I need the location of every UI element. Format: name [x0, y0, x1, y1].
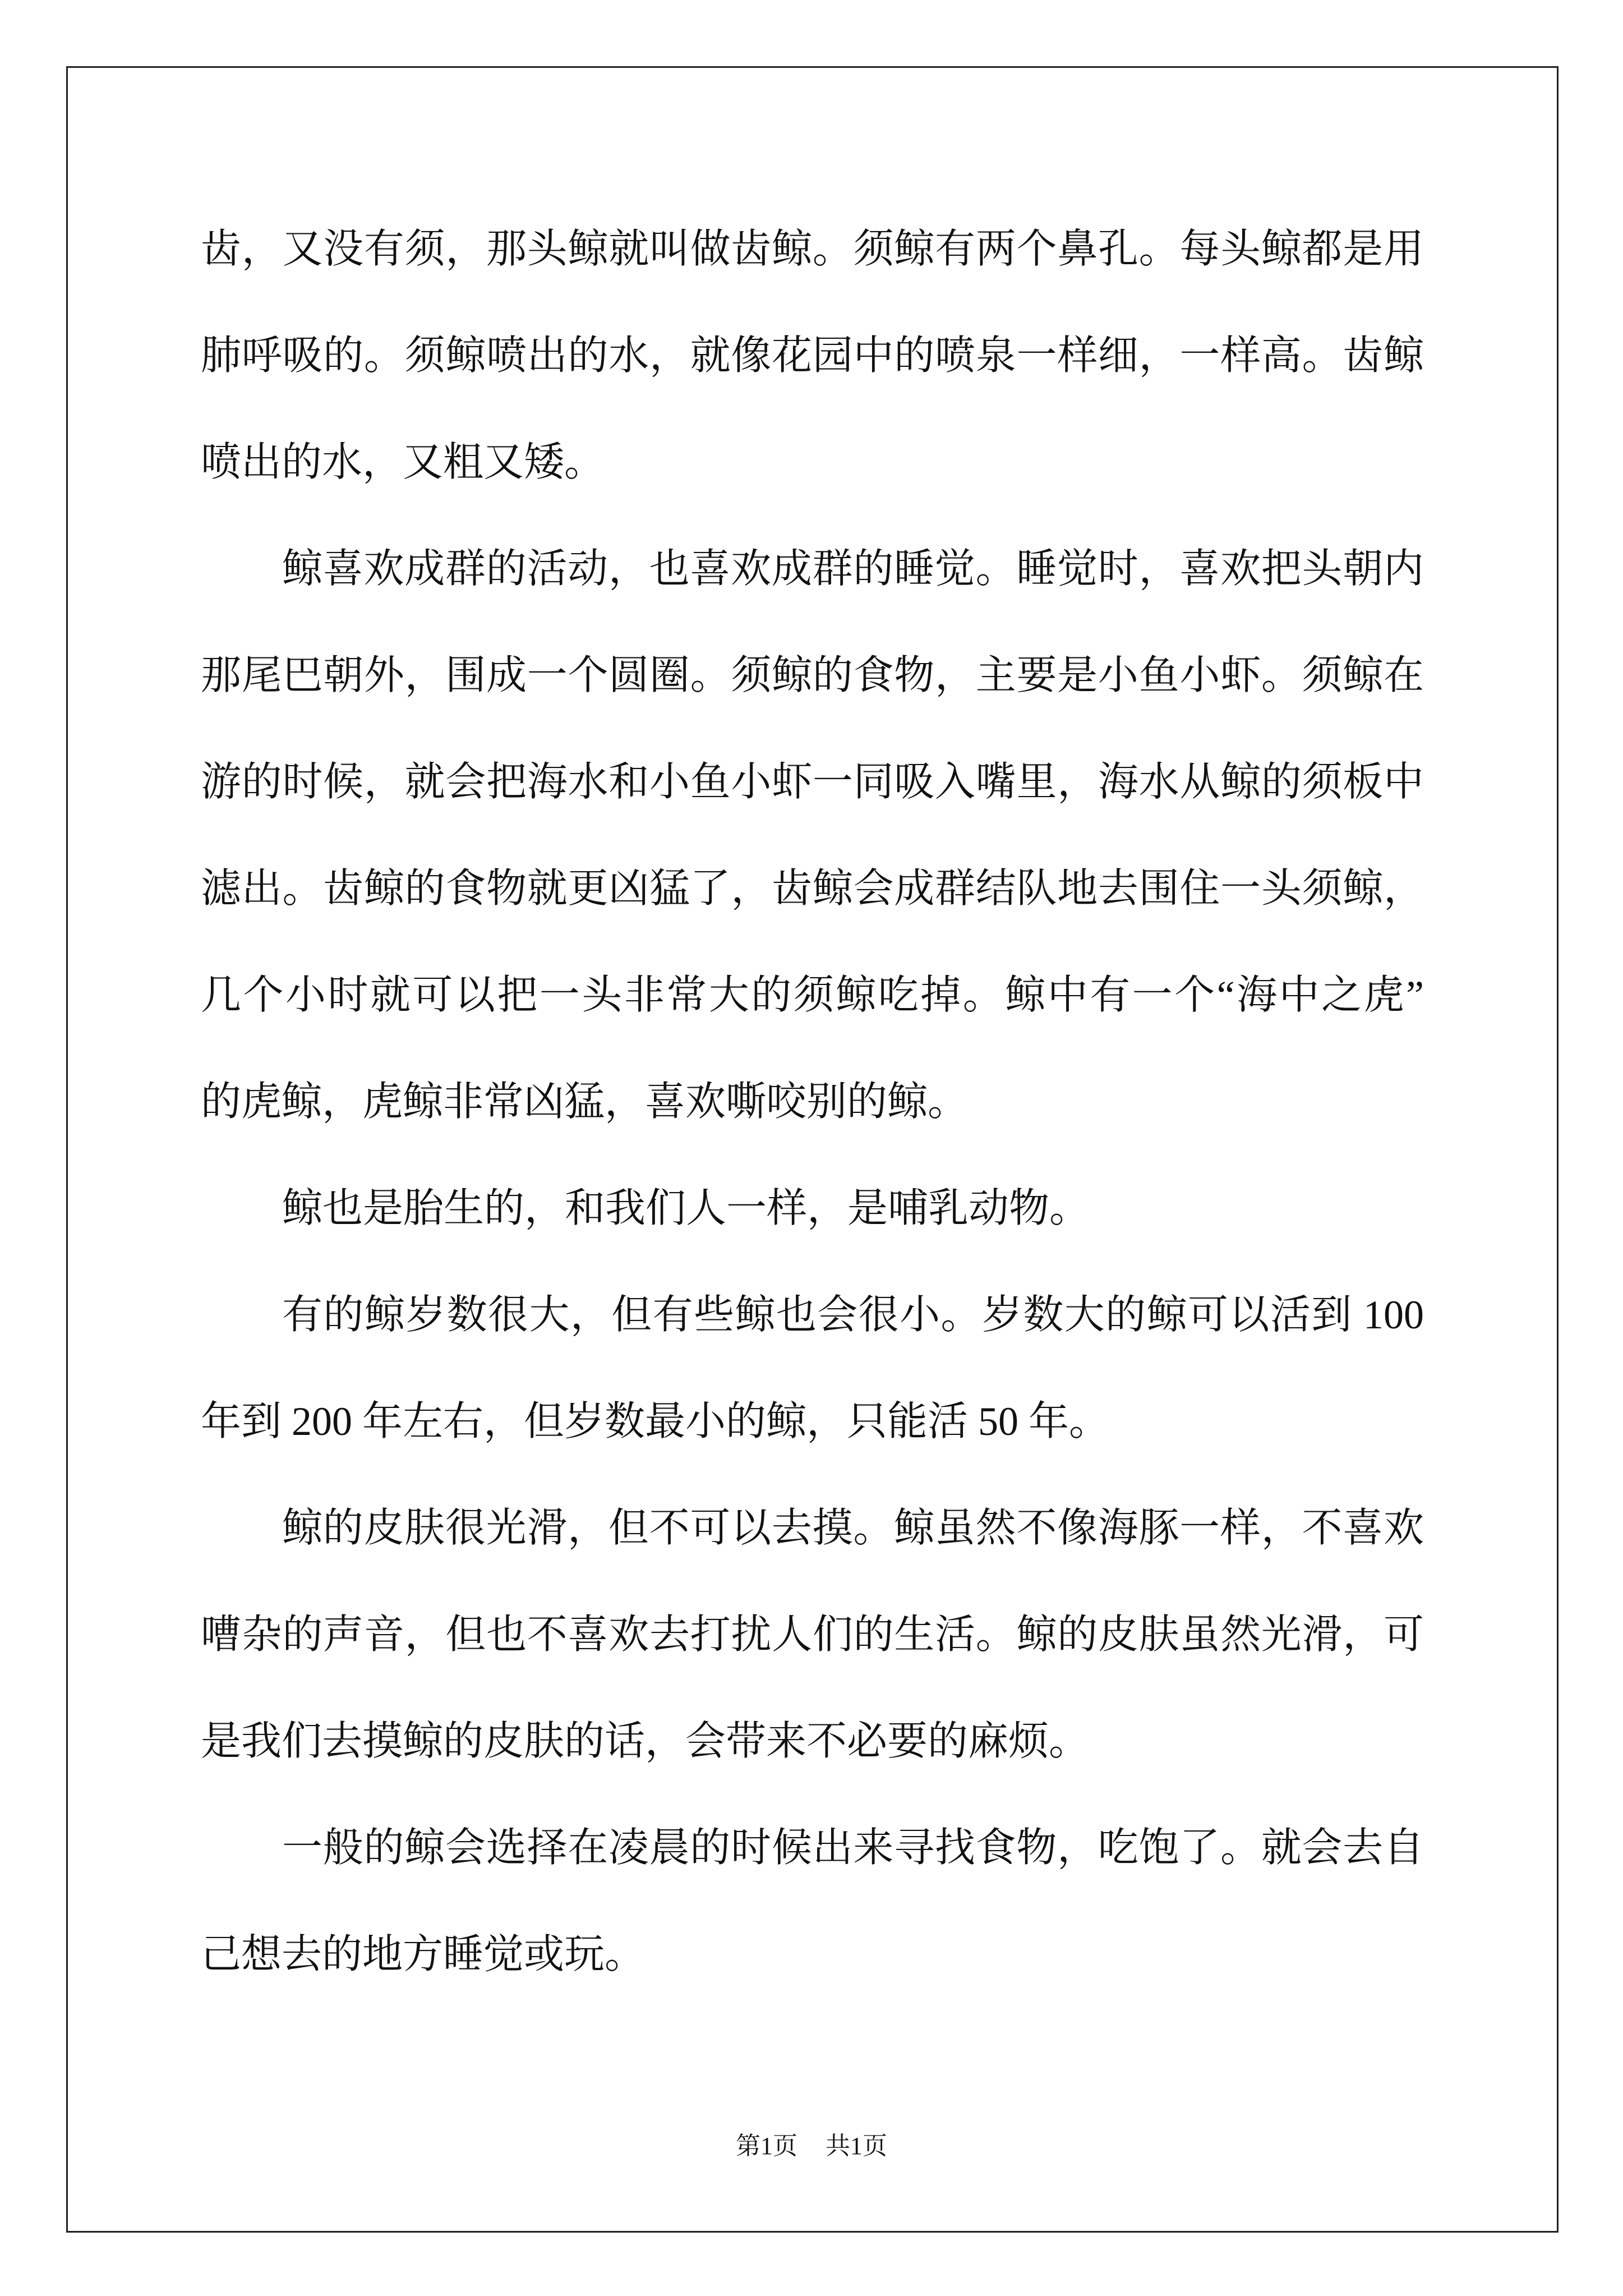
page-footer	[0, 2129, 1623, 2163]
text-line: 滤出。齿鲸的食物就更凶猛了，齿鲸会成群结队地去围住一头须鲸，	[201, 866, 1424, 911]
paragraph	[201, 1475, 1424, 1795]
text-line: 鲸喜欢成群的活动，也喜欢成群的睡觉。睡觉时，喜欢把头朝内	[282, 546, 1424, 591]
text-line: 嘈杂的声音，但也不喜欢去打扰人们的生活。鲸的皮肤虽然光滑，可	[201, 1612, 1424, 1657]
text-line: 是我们去摸鲸的皮肤的话，会带来不必要的麻烦。	[201, 1719, 1090, 1764]
text-line: 喷出的水，又粗又矮。	[201, 440, 605, 485]
text-line: 肺呼吸的。须鲸喷出的水，就像花园中的喷泉一样细，一样高。齿鲸	[201, 333, 1424, 378]
text-line: 鲸的皮肤很光滑，但不可以去摸。鲸虽然不像海豚一样，不喜欢	[282, 1506, 1424, 1550]
paragraph	[201, 196, 1424, 516]
text-line: 游的时候，就会把海水和小鱼小虾一同吸入嘴里，海水从鲸的须板中	[201, 760, 1424, 804]
text-line: 一般的鲸会选择在凌晨的时候出来寻找食物，吃饱了。就会去自	[282, 1825, 1424, 1870]
text-line: 年到 200 年左右，但岁数最小的鲸，只能活 50 年。	[201, 1399, 1110, 1444]
paragraph	[201, 1795, 1424, 2008]
paragraph	[201, 1262, 1424, 1475]
text-line: 那尾巴朝外，围成一个圆圈。须鲸的食物，主要是小鱼小虾。须鲸在	[201, 653, 1424, 698]
page-total: 共1页	[826, 2132, 887, 2160]
paragraph	[201, 516, 1424, 1155]
text-line: 几个小时就可以把一头非常大的须鲸吃掉。鲸中有一个“海中之虎”	[201, 973, 1424, 1018]
text-line: 齿，又没有须，那头鲸就叫做齿鲸。须鲸有两个鼻孔。每头鲸都是用	[201, 227, 1424, 272]
text-line: 有的鲸岁数很大，但有些鲸也会很小。岁数大的鲸可以活到 100	[282, 1292, 1424, 1337]
text-line: 己想去的地方睡觉或玩。	[201, 1932, 645, 1977]
document-body	[201, 196, 1424, 2008]
paragraph	[201, 1155, 1424, 1262]
text-line: 鲸也是胎生的，和我们人一样，是哺乳动物。	[282, 1186, 1090, 1231]
text-line: 的虎鲸，虎鲸非常凶猛，喜欢嘶咬别的鲸。	[201, 1079, 969, 1124]
page-number: 第1页	[736, 2132, 797, 2160]
